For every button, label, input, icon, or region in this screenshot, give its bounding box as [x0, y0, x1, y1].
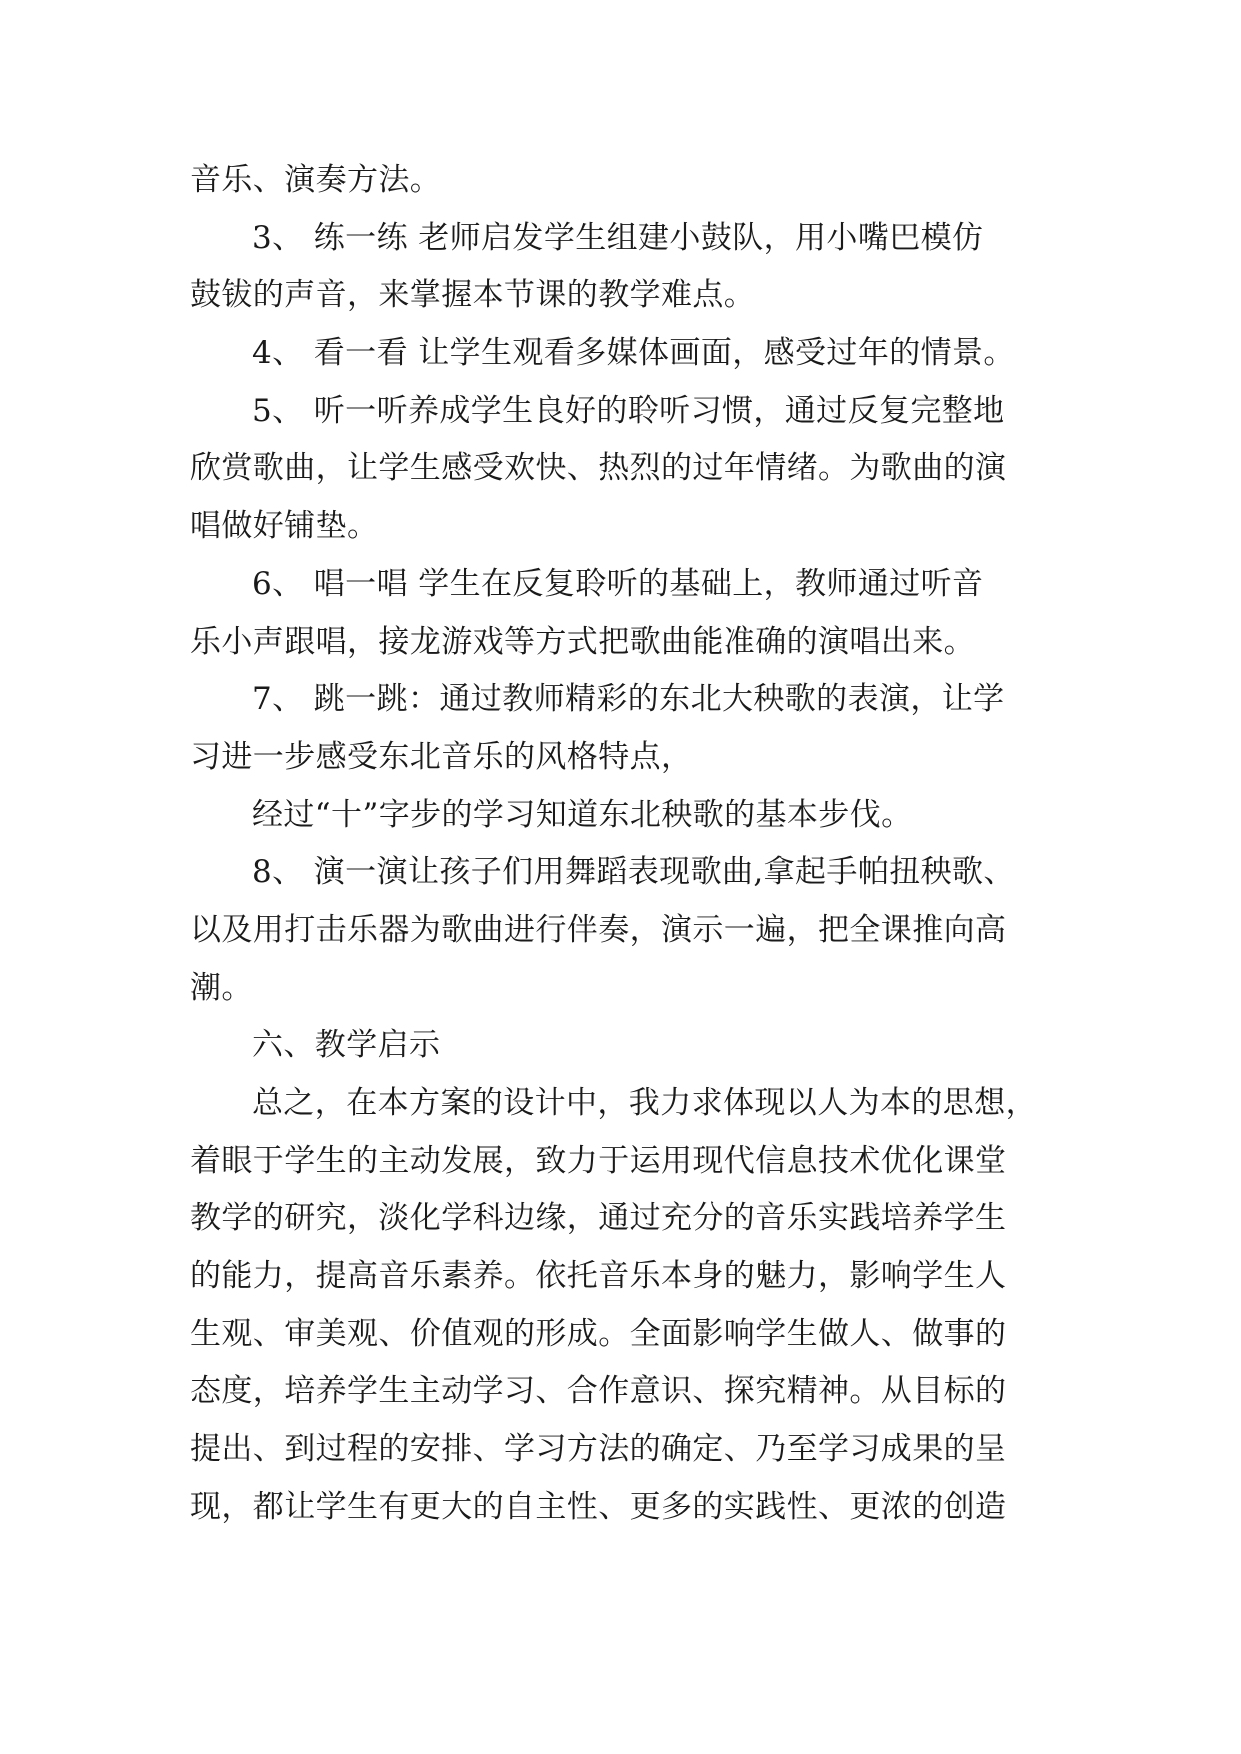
- text-line: 生观、审美观、价值观的形成。全面影响学生做人、做事的: [190, 1315, 1007, 1352]
- text-line: 态度，培养学生主动学习、合作意识、探究精神。从目标的: [190, 1373, 1007, 1410]
- text-line: 的能力，提高音乐素养。依托音乐本身的魅力，影响学生人: [190, 1258, 1007, 1295]
- text-line: 习进一步感受东北音乐的风格特点，: [190, 738, 693, 775]
- text-line: 乐小声跟唱，接龙游戏等方式把歌曲能准确的演唱出来。: [190, 623, 975, 660]
- text-line: 音乐、演奏方法。: [190, 162, 442, 198]
- text-line: 4、 看一看 让学生观看多媒体画面，感受过年的情景。: [252, 335, 1015, 372]
- text-line: 鼓钹的声音，来掌握本节课的教学难点。: [190, 277, 756, 314]
- text-line: 教学的研究，淡化学科边缘，通过充分的音乐实践培养学生: [190, 1200, 1007, 1237]
- text-line: 5、 听一听养成学生良好的聆听习惯，通过反复完整地: [252, 392, 1005, 429]
- text-line: 3、 练一练 老师启发学生组建小鼓队，用小嘴巴模仿: [252, 219, 984, 256]
- text-line: 欣赏歌曲，让学生感受欢快、热烈的过年情绪。为歌曲的演: [190, 450, 1007, 487]
- text-line: 潮。: [190, 969, 253, 1006]
- text-line: 6、 唱一唱 学生在反复聆听的基础上，教师通过听音: [252, 565, 984, 602]
- text-line: 8、 演一演让孩子们用舞蹈表现歌曲,拿起手帕扭秧歌、: [252, 854, 1015, 891]
- text-line: 以及用打击乐器为歌曲进行伴奏，演示一遍，把全课推向高: [190, 911, 1007, 948]
- text-line: 现，都让学生有更大的自主性、更多的实践性、更浓的创造: [190, 1488, 1007, 1525]
- text-line: 提出、到过程的安排、学习方法的确定、乃至学习成果的呈: [190, 1431, 1007, 1468]
- text-line: 六、教学启示: [252, 1027, 441, 1064]
- text-line: 经过“十”字步的学习知道东北秧歌的基本步伐。: [252, 796, 913, 833]
- text-line: 7、 跳一跳：通过教师精彩的东北大秧歌的表演，让学: [252, 681, 1005, 718]
- text-line: 着眼于学生的主动发展，致力于运用现代信息技术优化课堂: [190, 1142, 1007, 1179]
- text-line: 总之，在本方案的设计中，我力求体现以人为本的思想，: [252, 1085, 1037, 1121]
- document-body: [190, 152, 1070, 1537]
- text-line: 唱做好铺垫。: [190, 508, 379, 545]
